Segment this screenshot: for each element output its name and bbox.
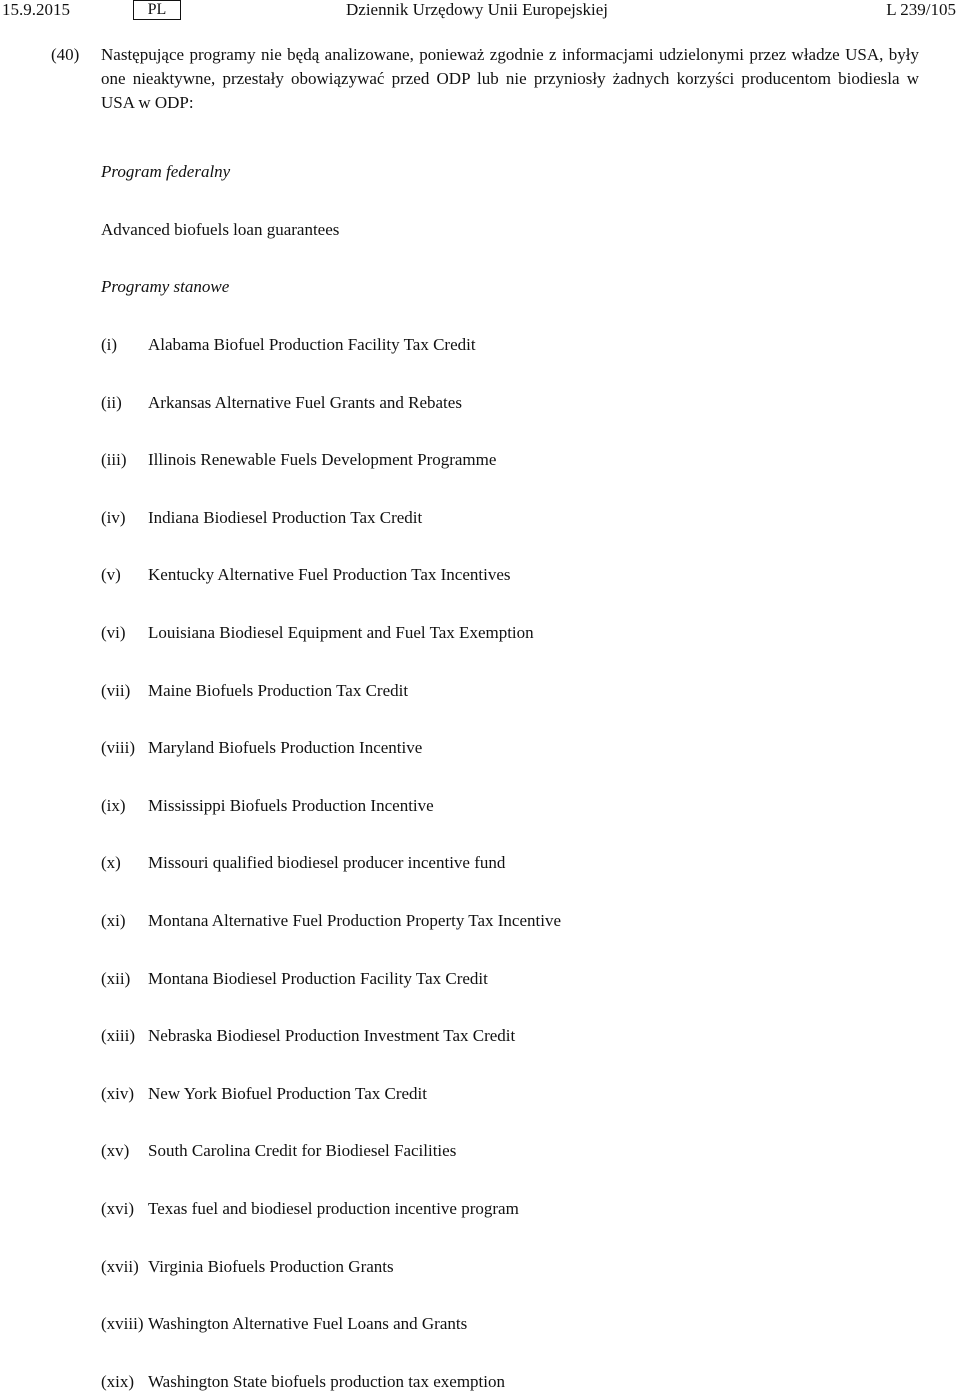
list-item-number: (xix) bbox=[101, 1372, 135, 1391]
publication-date: 15.9.2015 bbox=[2, 0, 70, 19]
paragraph-text: Następujące programy nie będą analizowane, ponieważ zgodnie z informacjami udzielonymi przez władze USA, były one nieaktywne, przestały obowiązywać przed ODP lub nie przyniosły żadnych korzyści producentom biodiesla w USA w ODP: bbox=[101, 45, 919, 112]
list-item-label: Mississippi Biofuels Production Incentive bbox=[148, 796, 434, 815]
list-item bbox=[0, 737, 960, 761]
list-item-label: Maryland Biofuels Production Incentive bbox=[148, 738, 423, 757]
list-item-number: (vi) bbox=[101, 623, 126, 642]
list-item-label: Maine Biofuels Production Tax Credit bbox=[148, 681, 409, 700]
list-item-label: New York Biofuel Production Tax Credit bbox=[148, 1084, 427, 1103]
list-item-number: (xii) bbox=[101, 969, 131, 988]
list-item-number: (xiii) bbox=[101, 1026, 135, 1045]
list-item-label: Louisiana Biodiesel Equipment and Fuel Tax Exemption bbox=[148, 623, 534, 642]
list-item bbox=[0, 1256, 960, 1280]
list-item-number: (xiv) bbox=[101, 1084, 135, 1103]
list-item-label: Nebraska Biodiesel Production Investment Tax Credit bbox=[148, 1026, 516, 1045]
federal-program-item: Advanced biofuels loan guarantees bbox=[101, 220, 340, 239]
list-item-label: Alabama Biofuel Production Facility Tax Credit bbox=[148, 335, 476, 354]
list-item-label: South Carolina Credit for Biodiesel Facilities bbox=[148, 1141, 457, 1160]
list-item-label: Virginia Biofuels Production Grants bbox=[148, 1257, 394, 1276]
list-item bbox=[0, 564, 960, 588]
federal-program-heading: Program federalny bbox=[101, 162, 231, 181]
list-item-label: Arkansas Alternative Fuel Grants and Rebates bbox=[148, 393, 462, 412]
list-item bbox=[0, 852, 960, 876]
list-item-label: Washington Alternative Fuel Loans and Grants bbox=[148, 1314, 468, 1333]
list-item bbox=[0, 1083, 960, 1107]
page-header bbox=[0, 0, 960, 26]
list-item bbox=[0, 1313, 960, 1337]
list-item bbox=[0, 910, 960, 934]
list-item-label: Montana Alternative Fuel Production Property Tax Incentive bbox=[148, 911, 562, 930]
list-item-label: Montana Biodiesel Production Facility Tax Credit bbox=[148, 969, 488, 988]
list-item-number: (viii) bbox=[101, 738, 135, 757]
list-item-number: (iv) bbox=[101, 508, 126, 527]
list-item-label: Texas fuel and biodiesel production incentive program bbox=[148, 1199, 519, 1218]
list-item-label: Indiana Biodiesel Production Tax Credit bbox=[148, 508, 423, 527]
list-item bbox=[0, 449, 960, 473]
list-item-number: (x) bbox=[101, 853, 121, 872]
journal-title: Dziennik Urzędowy Unii Europejskiej bbox=[346, 0, 609, 19]
list-item-number: (vii) bbox=[101, 681, 131, 700]
list-item-number: (xv) bbox=[101, 1141, 130, 1160]
language-badge: PL bbox=[133, 0, 181, 20]
list-item bbox=[0, 1198, 960, 1222]
list-item bbox=[0, 1371, 960, 1395]
list-item bbox=[0, 622, 960, 646]
list-item-number: (xi) bbox=[101, 911, 126, 930]
list-item-number: (v) bbox=[101, 565, 121, 584]
list-item-number: (xvi) bbox=[101, 1199, 135, 1218]
list-item-number: (ix) bbox=[101, 796, 126, 815]
paragraph-number: (40) bbox=[51, 45, 80, 64]
list-item bbox=[0, 507, 960, 531]
list-item bbox=[0, 1140, 960, 1164]
list-item-label: Kentucky Alternative Fuel Production Tax Incentives bbox=[148, 565, 511, 584]
list-item-number: (i) bbox=[101, 335, 118, 354]
list-item-label: Illinois Renewable Fuels Development Programme bbox=[148, 450, 497, 469]
list-item-number: (iii) bbox=[101, 450, 127, 469]
list-item bbox=[0, 680, 960, 704]
state-programs-heading: Programy stanowe bbox=[101, 277, 230, 296]
list-item-number: (ii) bbox=[101, 393, 122, 412]
page-reference: L 239/105 bbox=[886, 0, 956, 19]
list-item bbox=[0, 795, 960, 819]
list-item bbox=[0, 334, 960, 358]
list-item bbox=[0, 1025, 960, 1049]
list-item bbox=[0, 968, 960, 992]
list-item-number: (xvii) bbox=[101, 1257, 139, 1276]
list-item-number: (xviii) bbox=[101, 1314, 144, 1333]
list-item bbox=[0, 392, 960, 416]
list-item-label: Missouri qualified biodiesel producer incentive fund bbox=[148, 853, 506, 872]
list-item-label: Washington State biofuels production tax exemption bbox=[148, 1372, 505, 1391]
